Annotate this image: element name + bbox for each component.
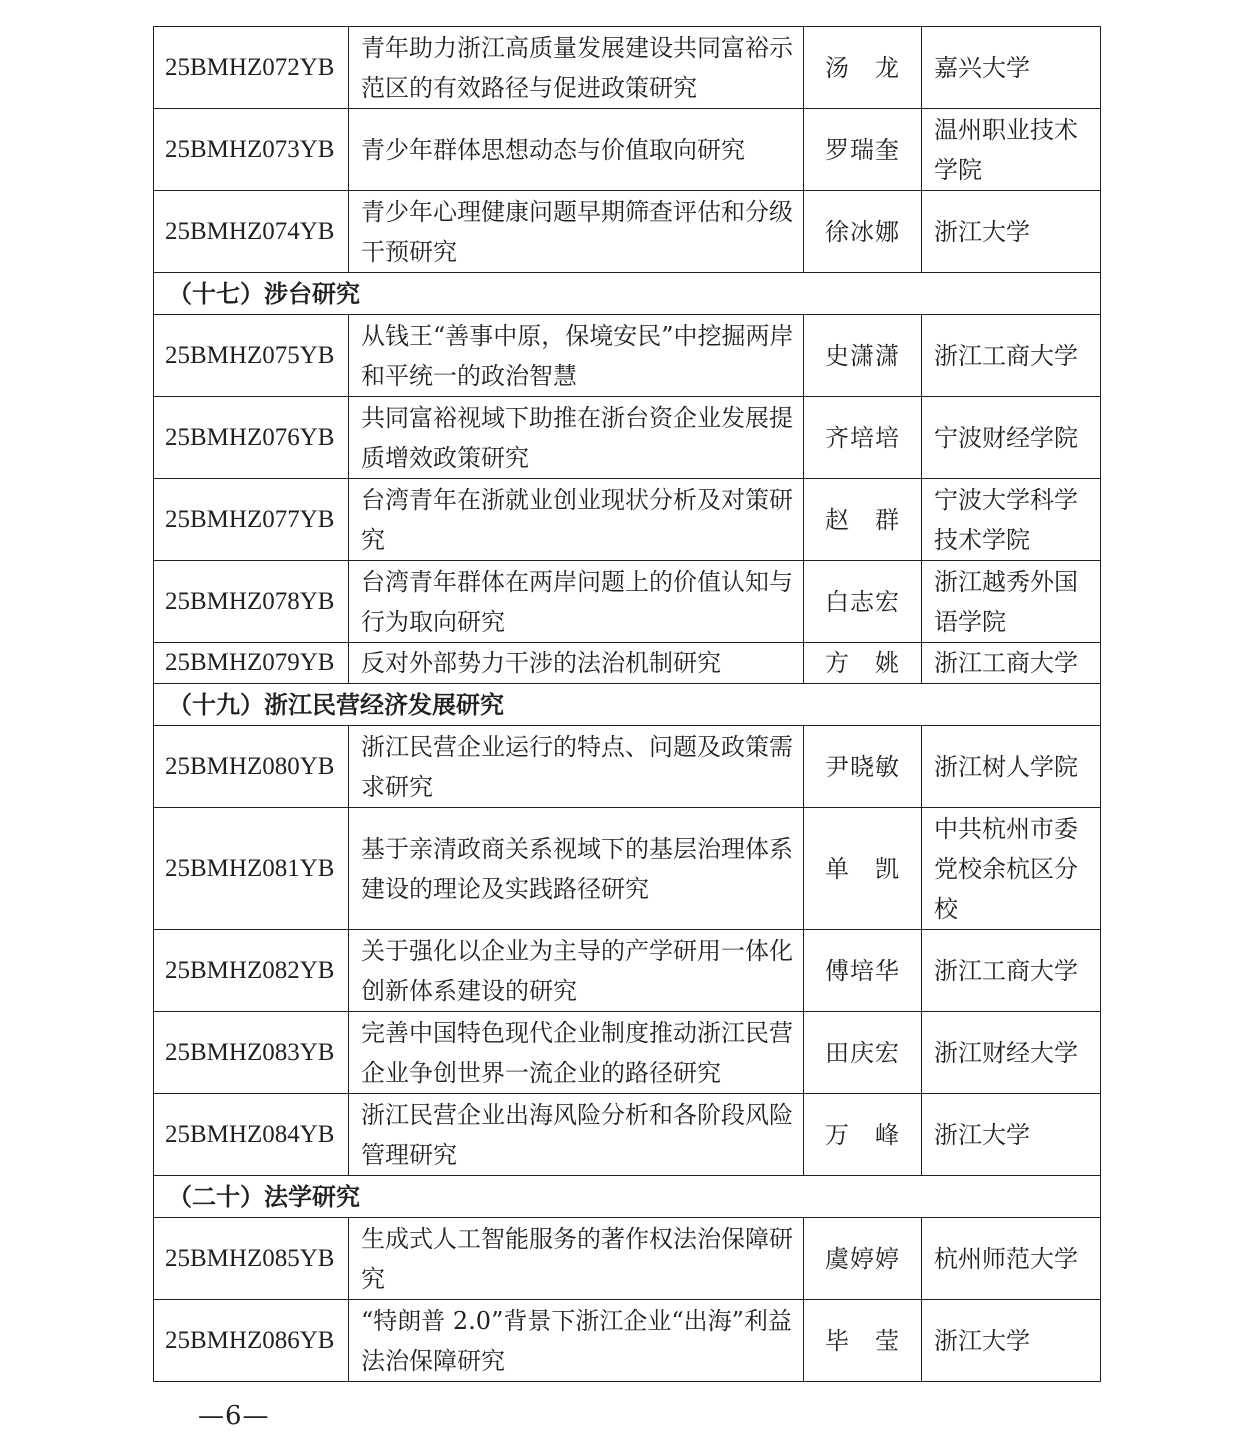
project-institution: 杭州师范大学 — [922, 1218, 1101, 1300]
project-institution: 宁波大学科学技术学院 — [922, 479, 1101, 561]
project-table — [153, 26, 1101, 1382]
table-row — [154, 1300, 1101, 1382]
project-title: 完善中国特色现代企业制度推动浙江民营企业争创世界一流企业的路径研究 — [349, 1012, 804, 1094]
project-code: 25BMHZ077YB — [154, 479, 349, 561]
project-title: 生成式人工智能服务的著作权法治保障研究 — [349, 1218, 804, 1300]
project-title: “特朗普 2.0”背景下浙江企业“出海”利益法治保障研究 — [349, 1300, 804, 1382]
project-code: 25BMHZ079YB — [154, 643, 349, 684]
project-leader: 白志宏 — [804, 561, 922, 643]
project-code: 25BMHZ080YB — [154, 726, 349, 808]
section-heading: （十九）浙江民营经济发展研究 — [154, 684, 1101, 726]
table-row — [154, 643, 1101, 684]
table-row — [154, 561, 1101, 643]
project-code: 25BMHZ073YB — [154, 109, 349, 191]
page-number: —6— — [198, 1401, 270, 1431]
project-institution: 浙江越秀外国语学院 — [922, 561, 1101, 643]
project-code: 25BMHZ075YB — [154, 315, 349, 397]
table-row — [154, 315, 1101, 397]
project-leader: 徐冰娜 — [804, 191, 922, 273]
table-row — [154, 930, 1101, 1012]
section-row — [154, 273, 1101, 315]
project-leader: 傅培华 — [804, 930, 922, 1012]
project-title: 共同富裕视域下助推在浙台资企业发展提质增效政策研究 — [349, 397, 804, 479]
project-leader: 毕 莹 — [804, 1300, 922, 1382]
project-institution: 温州职业技术学院 — [922, 109, 1101, 191]
table-row — [154, 27, 1101, 109]
project-leader: 赵 群 — [804, 479, 922, 561]
project-code: 25BMHZ084YB — [154, 1094, 349, 1176]
project-code: 25BMHZ076YB — [154, 397, 349, 479]
project-code: 25BMHZ083YB — [154, 1012, 349, 1094]
project-institution: 嘉兴大学 — [922, 27, 1101, 109]
project-title: 基于亲清政商关系视域下的基层治理体系建设的理论及实践路径研究 — [349, 808, 804, 930]
table-row — [154, 397, 1101, 479]
project-institution: 浙江工商大学 — [922, 643, 1101, 684]
project-table-body — [154, 27, 1101, 1382]
table-row — [154, 726, 1101, 808]
section-row — [154, 1176, 1101, 1218]
project-institution: 中共杭州市委党校余杭区分校 — [922, 808, 1101, 930]
project-institution: 宁波财经学院 — [922, 397, 1101, 479]
table-row — [154, 808, 1101, 930]
project-code: 25BMHZ074YB — [154, 191, 349, 273]
section-heading: （二十）法学研究 — [154, 1176, 1101, 1218]
table-row — [154, 191, 1101, 273]
project-leader: 田庆宏 — [804, 1012, 922, 1094]
project-title: 青年助力浙江高质量发展建设共同富裕示范区的有效路径与促进政策研究 — [349, 27, 804, 109]
project-title: 青少年群体思想动态与价值取向研究 — [349, 109, 804, 191]
table-row — [154, 1094, 1101, 1176]
project-leader: 单 凯 — [804, 808, 922, 930]
table-row — [154, 1218, 1101, 1300]
project-institution: 浙江财经大学 — [922, 1012, 1101, 1094]
project-title: 浙江民营企业出海风险分析和各阶段风险管理研究 — [349, 1094, 804, 1176]
project-title: 从钱王“善事中原，保境安民”中挖掘两岸和平统一的政治智慧 — [349, 315, 804, 397]
project-leader: 齐培培 — [804, 397, 922, 479]
project-institution: 浙江工商大学 — [922, 930, 1101, 1012]
project-title: 反对外部势力干涉的法治机制研究 — [349, 643, 804, 684]
project-leader: 方 姚 — [804, 643, 922, 684]
project-institution: 浙江大学 — [922, 1300, 1101, 1382]
table-row — [154, 109, 1101, 191]
project-leader: 罗瑞奎 — [804, 109, 922, 191]
table-row — [154, 1012, 1101, 1094]
project-code: 25BMHZ085YB — [154, 1218, 349, 1300]
project-leader: 史潇潇 — [804, 315, 922, 397]
table-row — [154, 479, 1101, 561]
project-institution: 浙江工商大学 — [922, 315, 1101, 397]
project-title: 关于强化以企业为主导的产学研用一体化创新体系建设的研究 — [349, 930, 804, 1012]
project-code: 25BMHZ078YB — [154, 561, 349, 643]
project-code: 25BMHZ086YB — [154, 1300, 349, 1382]
project-leader: 万 峰 — [804, 1094, 922, 1176]
project-title: 台湾青年在浙就业创业现状分析及对策研究 — [349, 479, 804, 561]
section-row — [154, 684, 1101, 726]
project-title: 青少年心理健康问题早期筛查评估和分级干预研究 — [349, 191, 804, 273]
project-title: 台湾青年群体在两岸问题上的价值认知与行为取向研究 — [349, 561, 804, 643]
project-code: 25BMHZ072YB — [154, 27, 349, 109]
project-institution: 浙江大学 — [922, 1094, 1101, 1176]
project-leader: 虞婷婷 — [804, 1218, 922, 1300]
project-leader: 汤 龙 — [804, 27, 922, 109]
project-title: 浙江民营企业运行的特点、问题及政策需求研究 — [349, 726, 804, 808]
section-heading: （十七）涉台研究 — [154, 273, 1101, 315]
project-code: 25BMHZ081YB — [154, 808, 349, 930]
project-code: 25BMHZ082YB — [154, 930, 349, 1012]
project-leader: 尹晓敏 — [804, 726, 922, 808]
project-institution: 浙江大学 — [922, 191, 1101, 273]
project-institution: 浙江树人学院 — [922, 726, 1101, 808]
